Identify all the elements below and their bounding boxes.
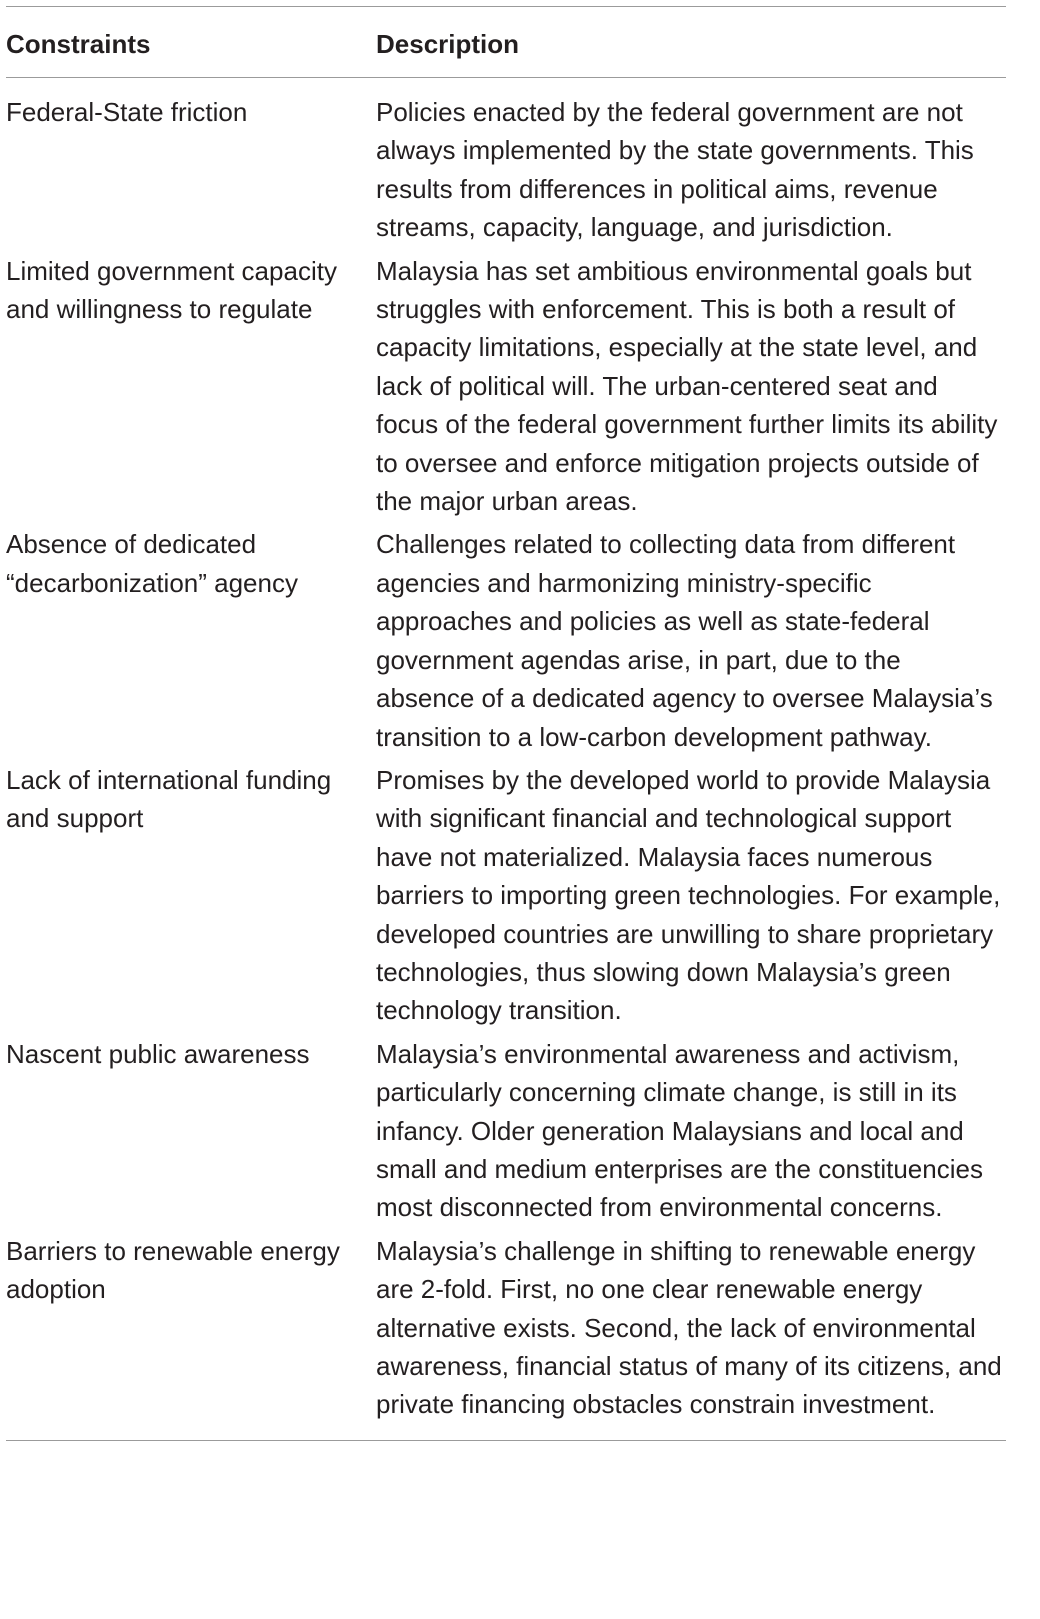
description-cell: Malaysia’s environmental awareness and activism, particularly concerning climate change, is still in its infancy. Older generation Malaysians and local and small and medium enterprises are the constituencies most disconnected from environmental concerns. — [376, 1038, 983, 1223]
table-row — [6, 252, 1006, 526]
table-header-row — [6, 7, 1006, 78]
constraint-cell: Limited government capacity and willingness to regulate — [6, 255, 337, 325]
table-row — [6, 78, 1006, 252]
constraints-table-container — [6, 6, 1006, 1441]
description-cell: Promises by the developed world to provide Malaysia with significant financial and technological support have not materialized. Malaysia faces numerous barriers to importing green technologies. For example, developed countries are unwilling to share proprietary technologies, thus slowing down Malaysia’s green technology transition. — [376, 764, 1001, 1026]
table-row — [6, 1035, 1006, 1232]
description-cell: Malaysia has set ambitious environmental goals but struggles with enforcement. This is both a result of capacity limitations, especially at the state level, and lack of political will. The urban-centered seat and focus of the federal government further limits its ability to oversee and enforce mitigation projects outside of the major urban areas. — [376, 255, 998, 517]
description-cell: Malaysia’s challenge in shifting to renewable energy are 2-fold. First, no one clear renewable energy alternative exists. Second, the lack of environmental awareness, financial status of many of its citizens, and private financing obstacles constrain investment. — [376, 1235, 1002, 1420]
constraint-cell: Federal-State friction — [6, 97, 248, 127]
description-cell: Policies enacted by the federal government are not always implemented by the state governments. This results from differences in political aims, revenue streams, capacity, language, and jurisdiction. — [376, 97, 974, 243]
header-constraints: Constraints — [6, 7, 376, 78]
header-description: Description — [376, 7, 1006, 78]
table-bottom-rule — [6, 1440, 1006, 1441]
table-row — [6, 525, 1006, 760]
constraint-cell: Barriers to renewable energy adoption — [6, 1235, 340, 1305]
constraint-cell: Absence of dedicated “decarbonization” agency — [6, 529, 298, 598]
description-cell: Challenges related to collecting data from different agencies and harmonizing ministry-specific approaches and policies as well as state-federal government agendas arise, in part, due to the absence of a dedicated agency to oversee Malaysia’s transition to a low-carbon development pathway. — [376, 529, 993, 752]
constraint-cell: Lack of international funding and support — [6, 764, 332, 834]
table-row — [6, 761, 1006, 1035]
constraint-cell: Nascent public awareness — [6, 1038, 310, 1069]
table-row — [6, 1232, 1006, 1440]
constraints-table — [6, 7, 1006, 1440]
